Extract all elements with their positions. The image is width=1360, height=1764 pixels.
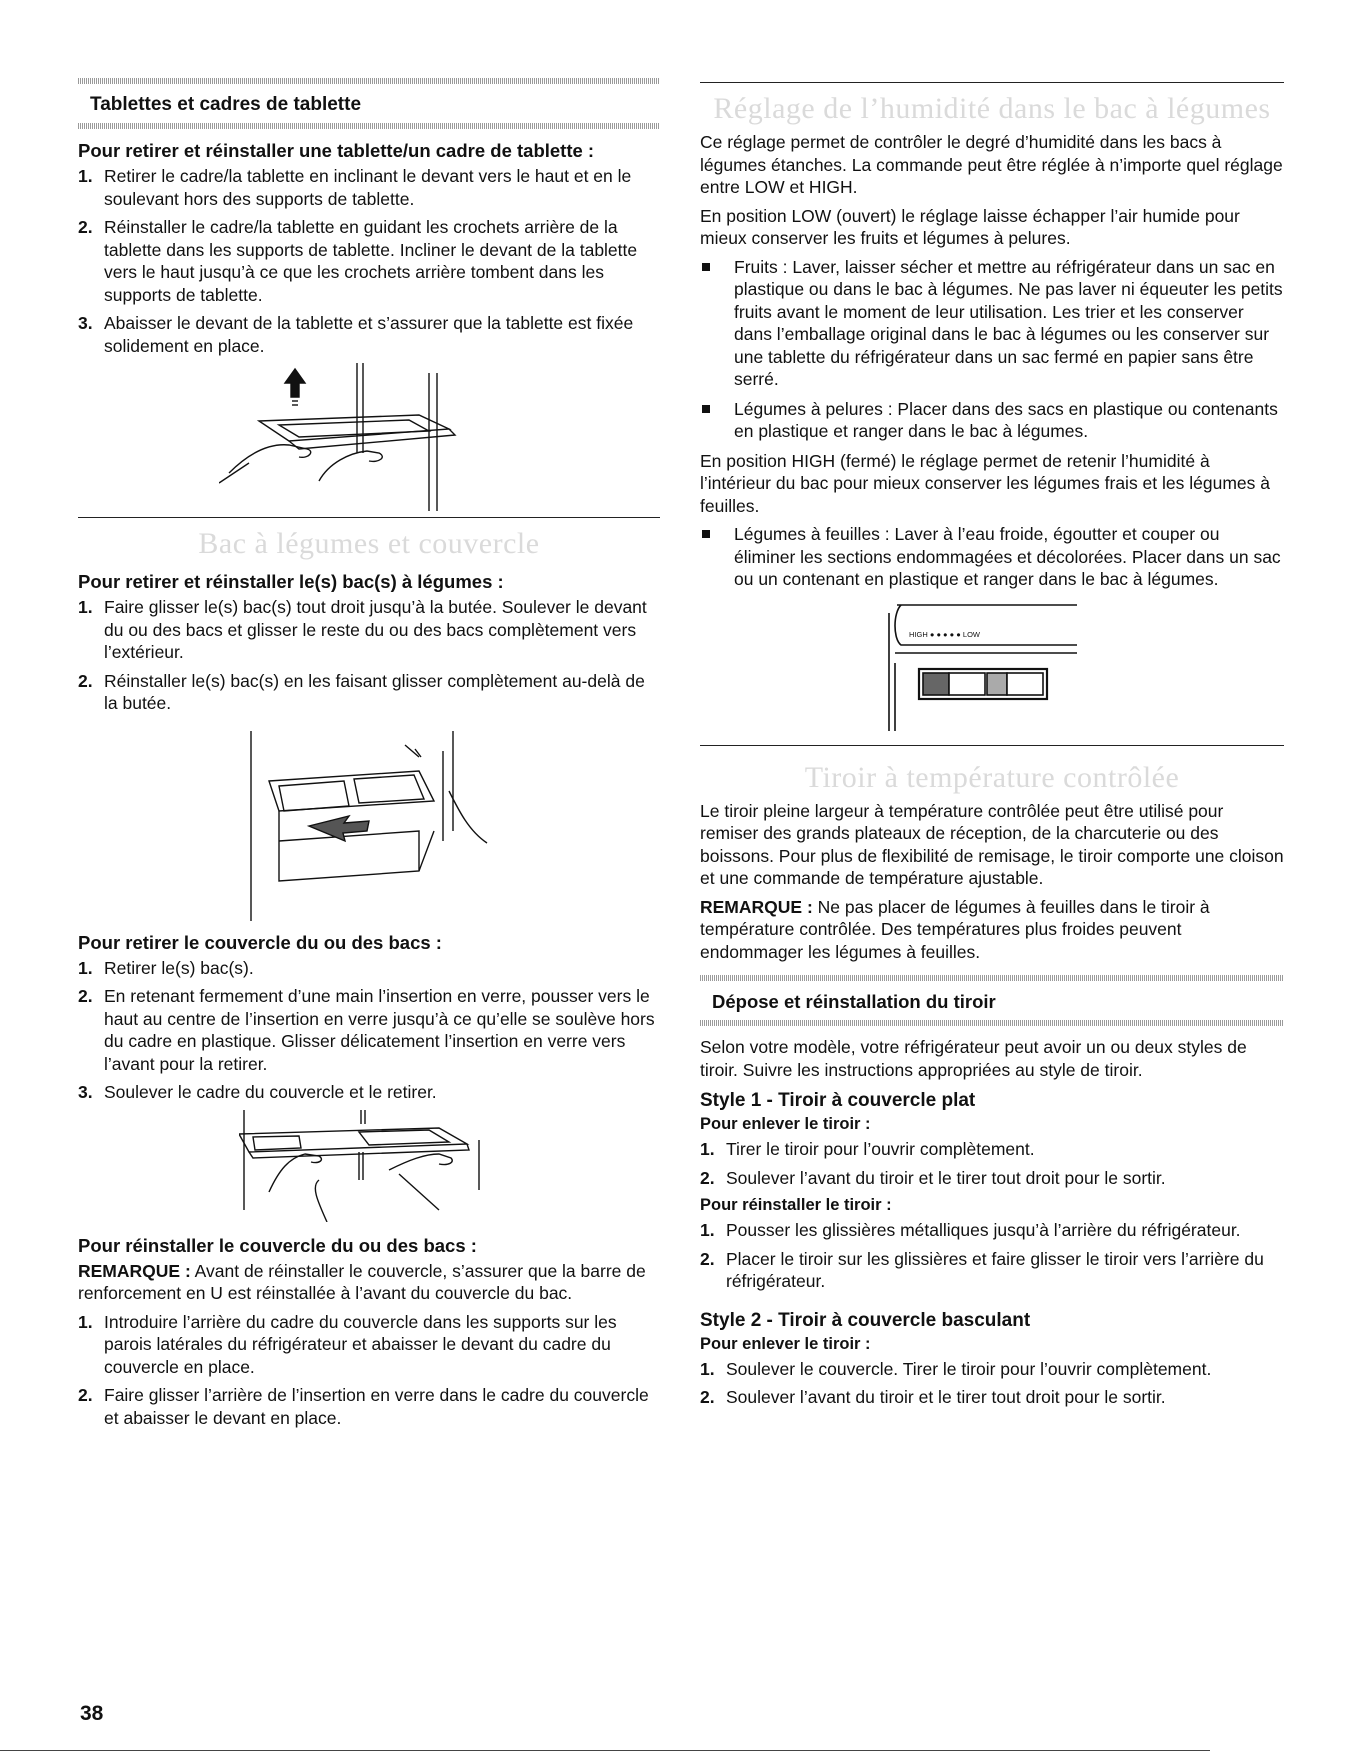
footer-divider	[0, 1750, 1210, 1751]
left-column	[78, 78, 660, 1435]
humidity-intro: Ce réglage permet de contrôler le degré d’humidité dans les bacs à légumes étanches. La commande peut être réglée à n’importe quel réglage entre LOW et HIGH.	[700, 132, 1283, 197]
drawer-title: Tiroir à température contrôlée	[804, 760, 1180, 794]
style2-heading: Style 2 - Tiroir à couvercle basculant	[700, 1309, 1031, 1331]
list-item: 2. Réinstaller le(s) bac(s) en les faisant glisser complètement au-delà de la butée.	[78, 670, 645, 713]
list-item: 3. Soulever le cadre du couvercle et le retirer.	[78, 1082, 437, 1102]
list-item: 3. Abaisser le devant de la tablette et s’assurer que la tablette est fixée solidement en place.	[78, 313, 634, 356]
list-item: 2. Soulever l’avant du tiroir et le tirer tout droit pour le sortir.	[700, 1167, 1166, 1188]
list-item: 2. Soulever l’avant du tiroir et le tirer tout droit pour le sortir.	[700, 1387, 1166, 1407]
list-item: 1. Tirer le tiroir pour l’ouvrir complètement.	[700, 1139, 1035, 1159]
removal-intro: Selon votre modèle, votre réfrigérateur peut avoir un ou deux styles de tiroir. Suivre les instructions appropriées au style de tiroir.	[700, 1037, 1247, 1080]
humidity-high-bullets	[700, 523, 1284, 591]
list-item: 1. Pousser les glissières métalliques jusqu’à l’arrière du réfrigérateur.	[700, 1220, 1241, 1240]
shelves-steps	[78, 165, 660, 357]
list-item: 1. Faire glisser le(s) bac(s) tout droit jusqu’à la butée. Soulever le devant du ou des bacs et glisser le reste du ou des bacs complètement vers l’extérieur.	[78, 597, 647, 662]
divider	[700, 82, 1284, 83]
cover-replace-steps	[78, 1311, 660, 1430]
divider	[78, 517, 660, 518]
shelves-subhead: Pour retirer et réinstaller une tablette/un cadre de tablette :	[78, 140, 595, 161]
list-item: 2. Réinstaller le cadre/la tablette en guidant les crochets arrière de la tablette dans les supports de tablette. Incliner le devant de la tablette vers le haut jusqu’à ce que les crochets arrière tombent dans les supports de tablette.	[78, 217, 638, 305]
style2-remove-label: Pour enlever le tiroir :	[700, 1334, 871, 1353]
humidity-high: En position HIGH (fermé) le réglage permet de retenir l’humidité à l’intérieur du bac pour mieux conserver les légumes frais et les légumes à feuilles.	[700, 450, 1270, 516]
list-item: 1. Soulever le couvercle. Tirer le tiroir pour l’ouvrir complètement.	[700, 1358, 1212, 1379]
list-item: 1. Retirer le(s) bac(s).	[78, 957, 254, 978]
list-item: Légumes à pelures : Placer dans des sacs en plastique ou contenants en plastique et ranger dans le bac à légumes.	[700, 398, 1284, 443]
cover-replace-subhead: Pour réinstaller le couvercle du ou des bacs :	[78, 1234, 477, 1256]
style1-remove-steps	[700, 1138, 1284, 1189]
style2-remove-steps	[700, 1358, 1284, 1409]
style1-heading: Style 1 - Tiroir à couvercle plat	[700, 1090, 976, 1111]
crisper-subhead: Pour retirer et réinstaller le(s) bac(s) à légumes :	[78, 571, 504, 592]
style1-replace-steps	[700, 1219, 1284, 1293]
list-item: Légumes à feuilles : Laver à l’eau froide, égoutter et couper ou éliminer les sections endommagées et décolorées. Placer dans un sac ou un contenant en plastique et ranger dans le bac à légumes.	[700, 523, 1284, 591]
divider	[700, 1020, 1284, 1026]
list-item: 2. Faire glisser l’arrière de l’insertion en verre dans le cadre du couvercle et abaisser le devant en place.	[78, 1385, 649, 1428]
cover-illustration	[239, 1110, 499, 1222]
humidity-control-label: HIGH ● ● ● ● ● LOW	[909, 629, 980, 639]
right-column	[700, 78, 1284, 1415]
list-item: 2. Placer le tiroir sur les glissières et faire glisser le tiroir vers l’arrière du réfrigérateur.	[700, 1248, 1264, 1291]
humidity-control-illustration	[887, 603, 1097, 731]
drawer-note: REMARQUE : Ne pas placer de légumes à feuilles dans le tiroir à température contrôlée. Des températures plus froides peuvent endommager les légumes à feuilles.	[700, 896, 1210, 962]
cover-replace-note: REMARQUE : Avant de réinstaller le couvercle, s’assurer que la barre de renforcement en U est réinstallée à l’avant du couvercle du bac.	[78, 1260, 646, 1303]
list-item: 2. En retenant fermement d’une main l’insertion en verre, pousser vers le haut au centre de l’insertion en verre jusqu’à ce qu’elle se soulève hors du cadre en plastique. Glisser délicatement l’insertion en verre vers l’avant pour la retirer.	[78, 986, 655, 1074]
page-number: 38	[80, 1702, 104, 1725]
crisper-illustration	[249, 731, 489, 921]
divider	[700, 745, 1284, 746]
divider	[78, 123, 660, 129]
style1-remove-label: Pour enlever le tiroir :	[700, 1115, 871, 1133]
humidity-title: Réglage de l’humidité dans le bac à légumes	[713, 92, 1271, 125]
list-item: 1. Retirer le cadre/la tablette en inclinant le devant vers le haut et en le soulevant hors des supports de tablette.	[78, 166, 632, 209]
cover-remove-steps	[78, 957, 660, 1104]
cover-remove-subhead: Pour retirer le couvercle du ou des bacs :	[78, 931, 442, 953]
humidity-low-bullets	[700, 256, 1284, 443]
crisper-steps	[78, 596, 660, 715]
shelf-illustration	[219, 363, 519, 511]
crisper-title: Bac à légumes et couvercle	[198, 527, 540, 560]
list-item: 1. Introduire l’arrière du cadre du couvercle dans les supports sur les parois latérales du réfrigérateur et abaisser le devant du cadre du couvercle en place.	[78, 1311, 617, 1377]
style1-replace-label: Pour réinstaller le tiroir :	[700, 1196, 892, 1214]
list-item: Fruits : Laver, laisser sécher et mettre au réfrigérateur dans un sac en plastique ou dans le bac à légumes. Ne pas laver ni équeuter les petits fruits avant le moment de leur utilisation. Les trier et les conserver dans l’emballage original dans le bac à légumes ou les conserver sur une tablette du réfrigérateur dans un sac fermé en papier sans être serré.	[700, 256, 1284, 391]
drawer-intro: Le tiroir pleine largeur à température contrôlée peut être utilisé pour remiser des grands plateaux de réception, de la charcuterie ou des boissons. Pour plus de flexibilité de remisage, le tiroir comporte une cloison et une commande de température ajustable.	[700, 800, 1284, 888]
removal-title: Dépose et réinstallation du tiroir	[712, 991, 996, 1012]
shelves-title: Tablettes et cadres de tablette	[90, 94, 362, 115]
humidity-low: En position LOW (ouvert) le réglage laisse échapper l’air humide pour mieux conserver les fruits et légumes à pelures.	[700, 205, 1240, 248]
